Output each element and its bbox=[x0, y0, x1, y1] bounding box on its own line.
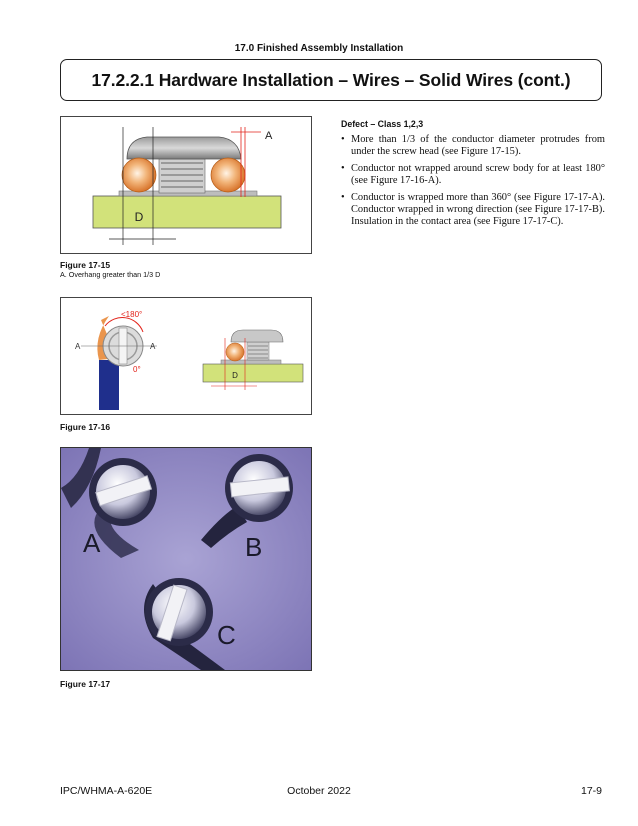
label-angle-0: 0° bbox=[133, 365, 141, 374]
footer-date: October 2022 bbox=[287, 785, 351, 797]
figure-17-15-drawing bbox=[61, 117, 311, 253]
circuit-board bbox=[93, 196, 281, 228]
list-item: • More than 1/3 of the conductor diameter protrudes from under the screw head (see Figure 17-15). bbox=[341, 134, 605, 158]
footer-document-id: IPC/WHMA-A-620E bbox=[60, 785, 153, 797]
label-photo-a: A bbox=[83, 528, 101, 558]
figure-17-15-caption: Figure 17-15 bbox=[60, 260, 111, 270]
label-d: D bbox=[134, 210, 144, 224]
label-d-small: D bbox=[232, 371, 238, 380]
section-header: 17.0 Finished Assembly Installation bbox=[234, 43, 404, 54]
figure-17-15 bbox=[60, 116, 312, 254]
insulation-sleeve bbox=[99, 360, 119, 410]
label-a-left: A bbox=[75, 342, 81, 351]
label-a: A bbox=[265, 130, 273, 142]
label-a-right: A bbox=[150, 342, 156, 351]
conductor-small bbox=[226, 343, 244, 361]
label-photo-c: C bbox=[217, 620, 236, 650]
circuit-board-small bbox=[203, 364, 303, 382]
label-photo-b: B bbox=[245, 532, 263, 562]
list-item: • Conductor is wrapped more than 360° (see Figure 17-17-A). Conductor wrapped in wrong direction (see Figure 17-17-B). Insulation in the contact area (see Figure 17-17-C). bbox=[341, 192, 605, 229]
screw-body bbox=[159, 159, 205, 193]
screw-head bbox=[127, 137, 241, 159]
list-item: • Conductor not wrapped around screw body for at least 180° (see Figure 17-16-A). bbox=[341, 163, 605, 187]
figure-17-16-drawing bbox=[61, 298, 311, 414]
defect-heading: Defect – Class 1,2,3 bbox=[341, 119, 424, 129]
figure-17-16-caption: Figure 17-16 bbox=[60, 422, 111, 432]
footer-page-number: 17-9 bbox=[580, 785, 602, 797]
figure-17-15-subcaption: A. Overhang greater than 1/3 D bbox=[60, 270, 161, 279]
screw-body-small bbox=[247, 342, 269, 360]
conductor-right bbox=[211, 158, 245, 192]
page-title: 17.2.2.1 Hardware Installation – Wires – Solid Wires (cont.) bbox=[60, 59, 602, 101]
figure-17-16 bbox=[60, 297, 312, 415]
screw-head-small bbox=[231, 330, 283, 342]
figure-17-17-photo bbox=[60, 447, 312, 671]
label-angle-180: <180° bbox=[121, 310, 143, 319]
defect-list bbox=[341, 134, 605, 233]
figure-17-17-drawing bbox=[61, 448, 311, 670]
figure-17-17-caption: Figure 17-17 bbox=[60, 679, 111, 689]
conductor-left bbox=[122, 158, 156, 192]
